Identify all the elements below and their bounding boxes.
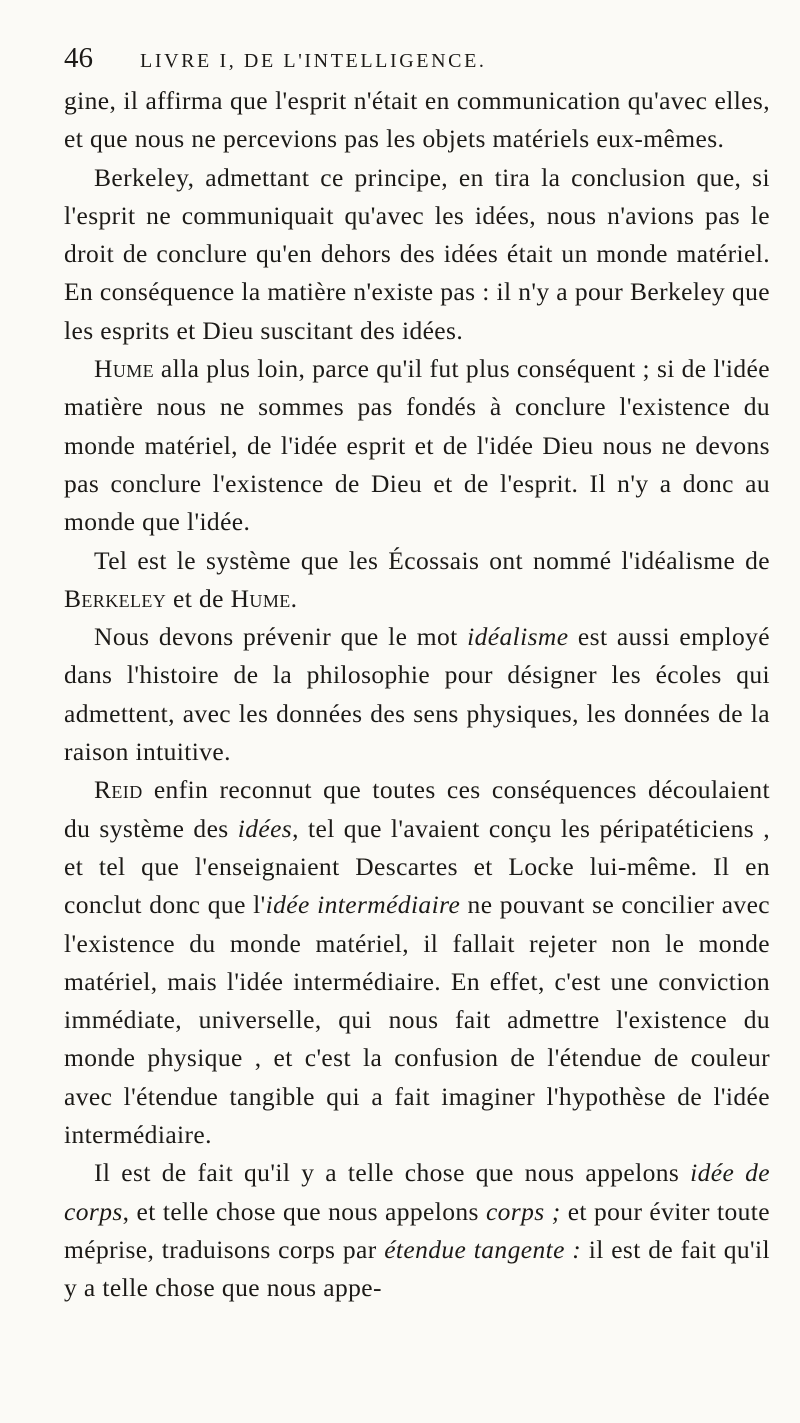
text-run: enfin reconnut que toutes ces conséquences découlaient du système des bbox=[64, 775, 770, 843]
paragraph bbox=[64, 771, 770, 1154]
text-run: , tel que l'avaient conçu les péripatéticiens , et tel que l'enseignaient Descartes et Locke lui-même. Il en conclut donc que l' bbox=[64, 813, 770, 920]
proper-name: Hume bbox=[230, 583, 291, 613]
text-run: , et telle chose que nous appelons bbox=[122, 1196, 486, 1226]
body-text bbox=[64, 82, 770, 1308]
text-run: alla plus loin, parce qu'il fut plus conséquent ; si de l'idée matière nous ne sommes pas fondés à conclure l'existence du monde matériel, de l'idée esprit et de l'idée Dieu nous ne devons pas conclure l'existence de Dieu et de l'esprit. Il n'y a donc au monde que l'idée. bbox=[64, 354, 770, 537]
text-run: Nous devons prévenir que le mot bbox=[94, 622, 468, 652]
paragraph bbox=[64, 542, 770, 619]
text-run: et de bbox=[166, 583, 231, 613]
paragraph bbox=[64, 350, 770, 541]
text-run: . bbox=[290, 583, 298, 613]
emphasis: idée intermédiaire bbox=[265, 890, 461, 920]
page-number: 46 bbox=[64, 42, 93, 74]
paragraph bbox=[64, 82, 770, 159]
proper-name: Reid bbox=[94, 775, 143, 805]
text-run: ne pouvant se concilier avec l'existence du monde matériel, il fallait rejeter non le monde matériel, mais l'idée intermédiaire. En effet, c'est une conviction immédiate, universelle, qui nous fait admettre l'existence du monde physique , et c'est la confusion de l'étendue de couleur avec l'étendue tangible qui a fait imaginer l'hypothèse de l'idée intermédiaire. bbox=[64, 890, 771, 1150]
emphasis: idée de corps bbox=[64, 1158, 771, 1226]
proper-name: Berkeley bbox=[64, 583, 167, 613]
paragraph bbox=[64, 1154, 770, 1307]
paragraph bbox=[64, 159, 770, 350]
emphasis: idéalisme bbox=[467, 622, 569, 652]
emphasis: étendue tangente : bbox=[384, 1234, 582, 1264]
text-run: Berkeley, admettant ce principe, en tira la conclusion que, si l'esprit ne communiquait qu'avec les idées, nous n'avions pas le droit de conclure qu'en dehors des idées était un monde matériel. En conséquence la matière n'existe pas : il n'y a pour Berkeley que les esprits et Dieu suscitant des idées. bbox=[64, 162, 770, 345]
paragraph bbox=[64, 618, 770, 771]
proper-name: Hume bbox=[94, 354, 155, 384]
text-run: Il est de fait qu'il y a telle chose que nous appelons bbox=[94, 1158, 691, 1188]
text-run: et pour éviter toute méprise, traduisons corps par bbox=[64, 1196, 770, 1264]
emphasis: idées bbox=[237, 813, 293, 843]
page-header bbox=[64, 42, 770, 82]
text-run: Tel est le système que les Écossais ont nommé l'idéalisme de bbox=[94, 545, 770, 575]
emphasis: corps ; bbox=[485, 1196, 561, 1226]
running-head: LIVRE I, DE L'INTELLIGENCE. bbox=[140, 50, 487, 72]
text-run: il est de fait qu'il y a telle chose que nous appe- bbox=[64, 1234, 771, 1303]
text-run: est aussi employé dans l'histoire de la philosophie pour désigner les écoles qui admettent, avec les données des sens physiques, les données de la raison intuitive. bbox=[64, 622, 770, 767]
text-run: gine, il affirma que l'esprit n'était en communication qu'avec elles, et que nous ne percevions pas les objets matériels eux-mêmes. bbox=[64, 86, 770, 154]
